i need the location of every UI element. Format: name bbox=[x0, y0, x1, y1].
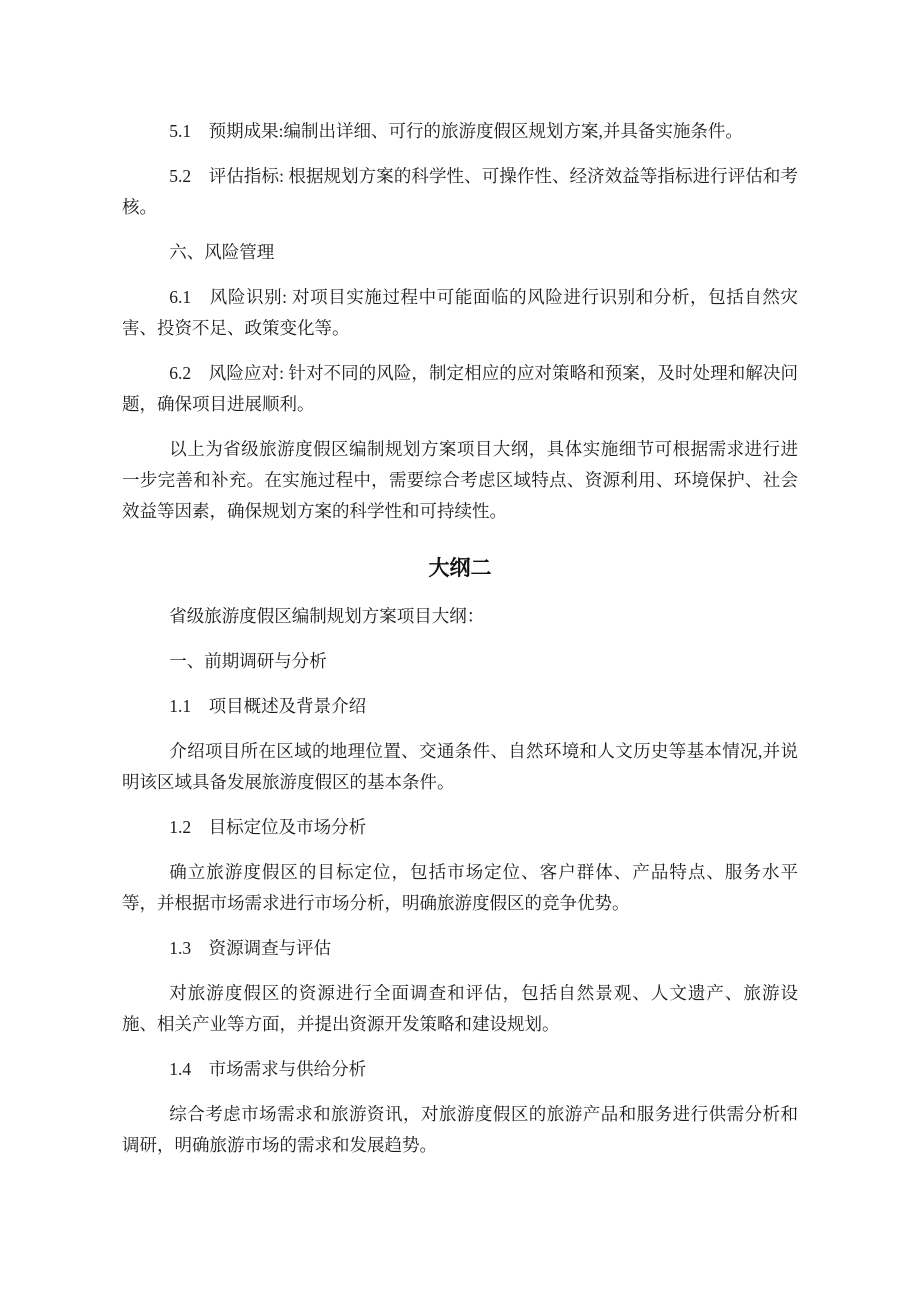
paragraph: 1.1 项目概述及背景介绍 bbox=[169, 696, 367, 716]
paragraph: 综合考虑市场需求和旅游资讯，对旅游度假区的旅游产品和服务进行供需分析和调研，明确旅游市场的需求和发展趋势。 bbox=[122, 1104, 798, 1155]
paragraph: 介绍项目所在区域的地理位置、交通条件、自然环境和人文历史等基本情况,并说明该区域具备发展旅游度假区的基本条件。 bbox=[122, 741, 798, 792]
outline-section-heading: 大纲二 bbox=[428, 557, 492, 580]
paragraph: 1.4 市场需求与供给分析 bbox=[169, 1059, 367, 1079]
paragraph: 六、风险管理 bbox=[169, 242, 275, 262]
paragraph: 以上为省级旅游度假区编制规划方案项目大纲，具体实施细节可根据需求进行进一步完善和补充。在实施过程中，需要综合考虑区域特点、资源利用、环境保护、社会效益等因素，确保规划方案的科学性和可持续性。 bbox=[122, 439, 798, 521]
paragraph: 5.2 评估指标: 根据规划方案的科学性、可操作性、经济效益等指标进行评估和考核。 bbox=[122, 166, 798, 217]
paragraph: 1.3 资源调查与评估 bbox=[169, 938, 332, 958]
document-body bbox=[122, 116, 798, 1161]
paragraph: 确立旅游度假区的目标定位，包括市场定位、客户群体、产品特点、服务水平等，并根据市场需求进行市场分析，明确旅游度假区的竞争优势。 bbox=[122, 862, 798, 913]
paragraph: 一、前期调研与分析 bbox=[169, 651, 327, 671]
paragraph: 省级旅游度假区编制规划方案项目大纲： bbox=[169, 606, 485, 626]
paragraph: 6.1 风险识别: 对项目实施过程中可能面临的风险进行识别和分析，包括自然灾害、投资不足、政策变化等。 bbox=[122, 287, 798, 338]
paragraph: 6.2 风险应对: 针对不同的风险，制定相应的应对策略和预案，及时处理和解决问题，确保项目进展顺利。 bbox=[122, 363, 798, 414]
paragraph: 对旅游度假区的资源进行全面调查和评估，包括自然景观、人文遗产、旅游设施、相关产业等方面，并提出资源开发策略和建设规划。 bbox=[122, 983, 798, 1034]
paragraph: 1.2 目标定位及市场分析 bbox=[169, 817, 367, 837]
paragraph: 5.1 预期成果:编制出详细、可行的旅游度假区规划方案,并具备实施条件。 bbox=[169, 121, 743, 141]
